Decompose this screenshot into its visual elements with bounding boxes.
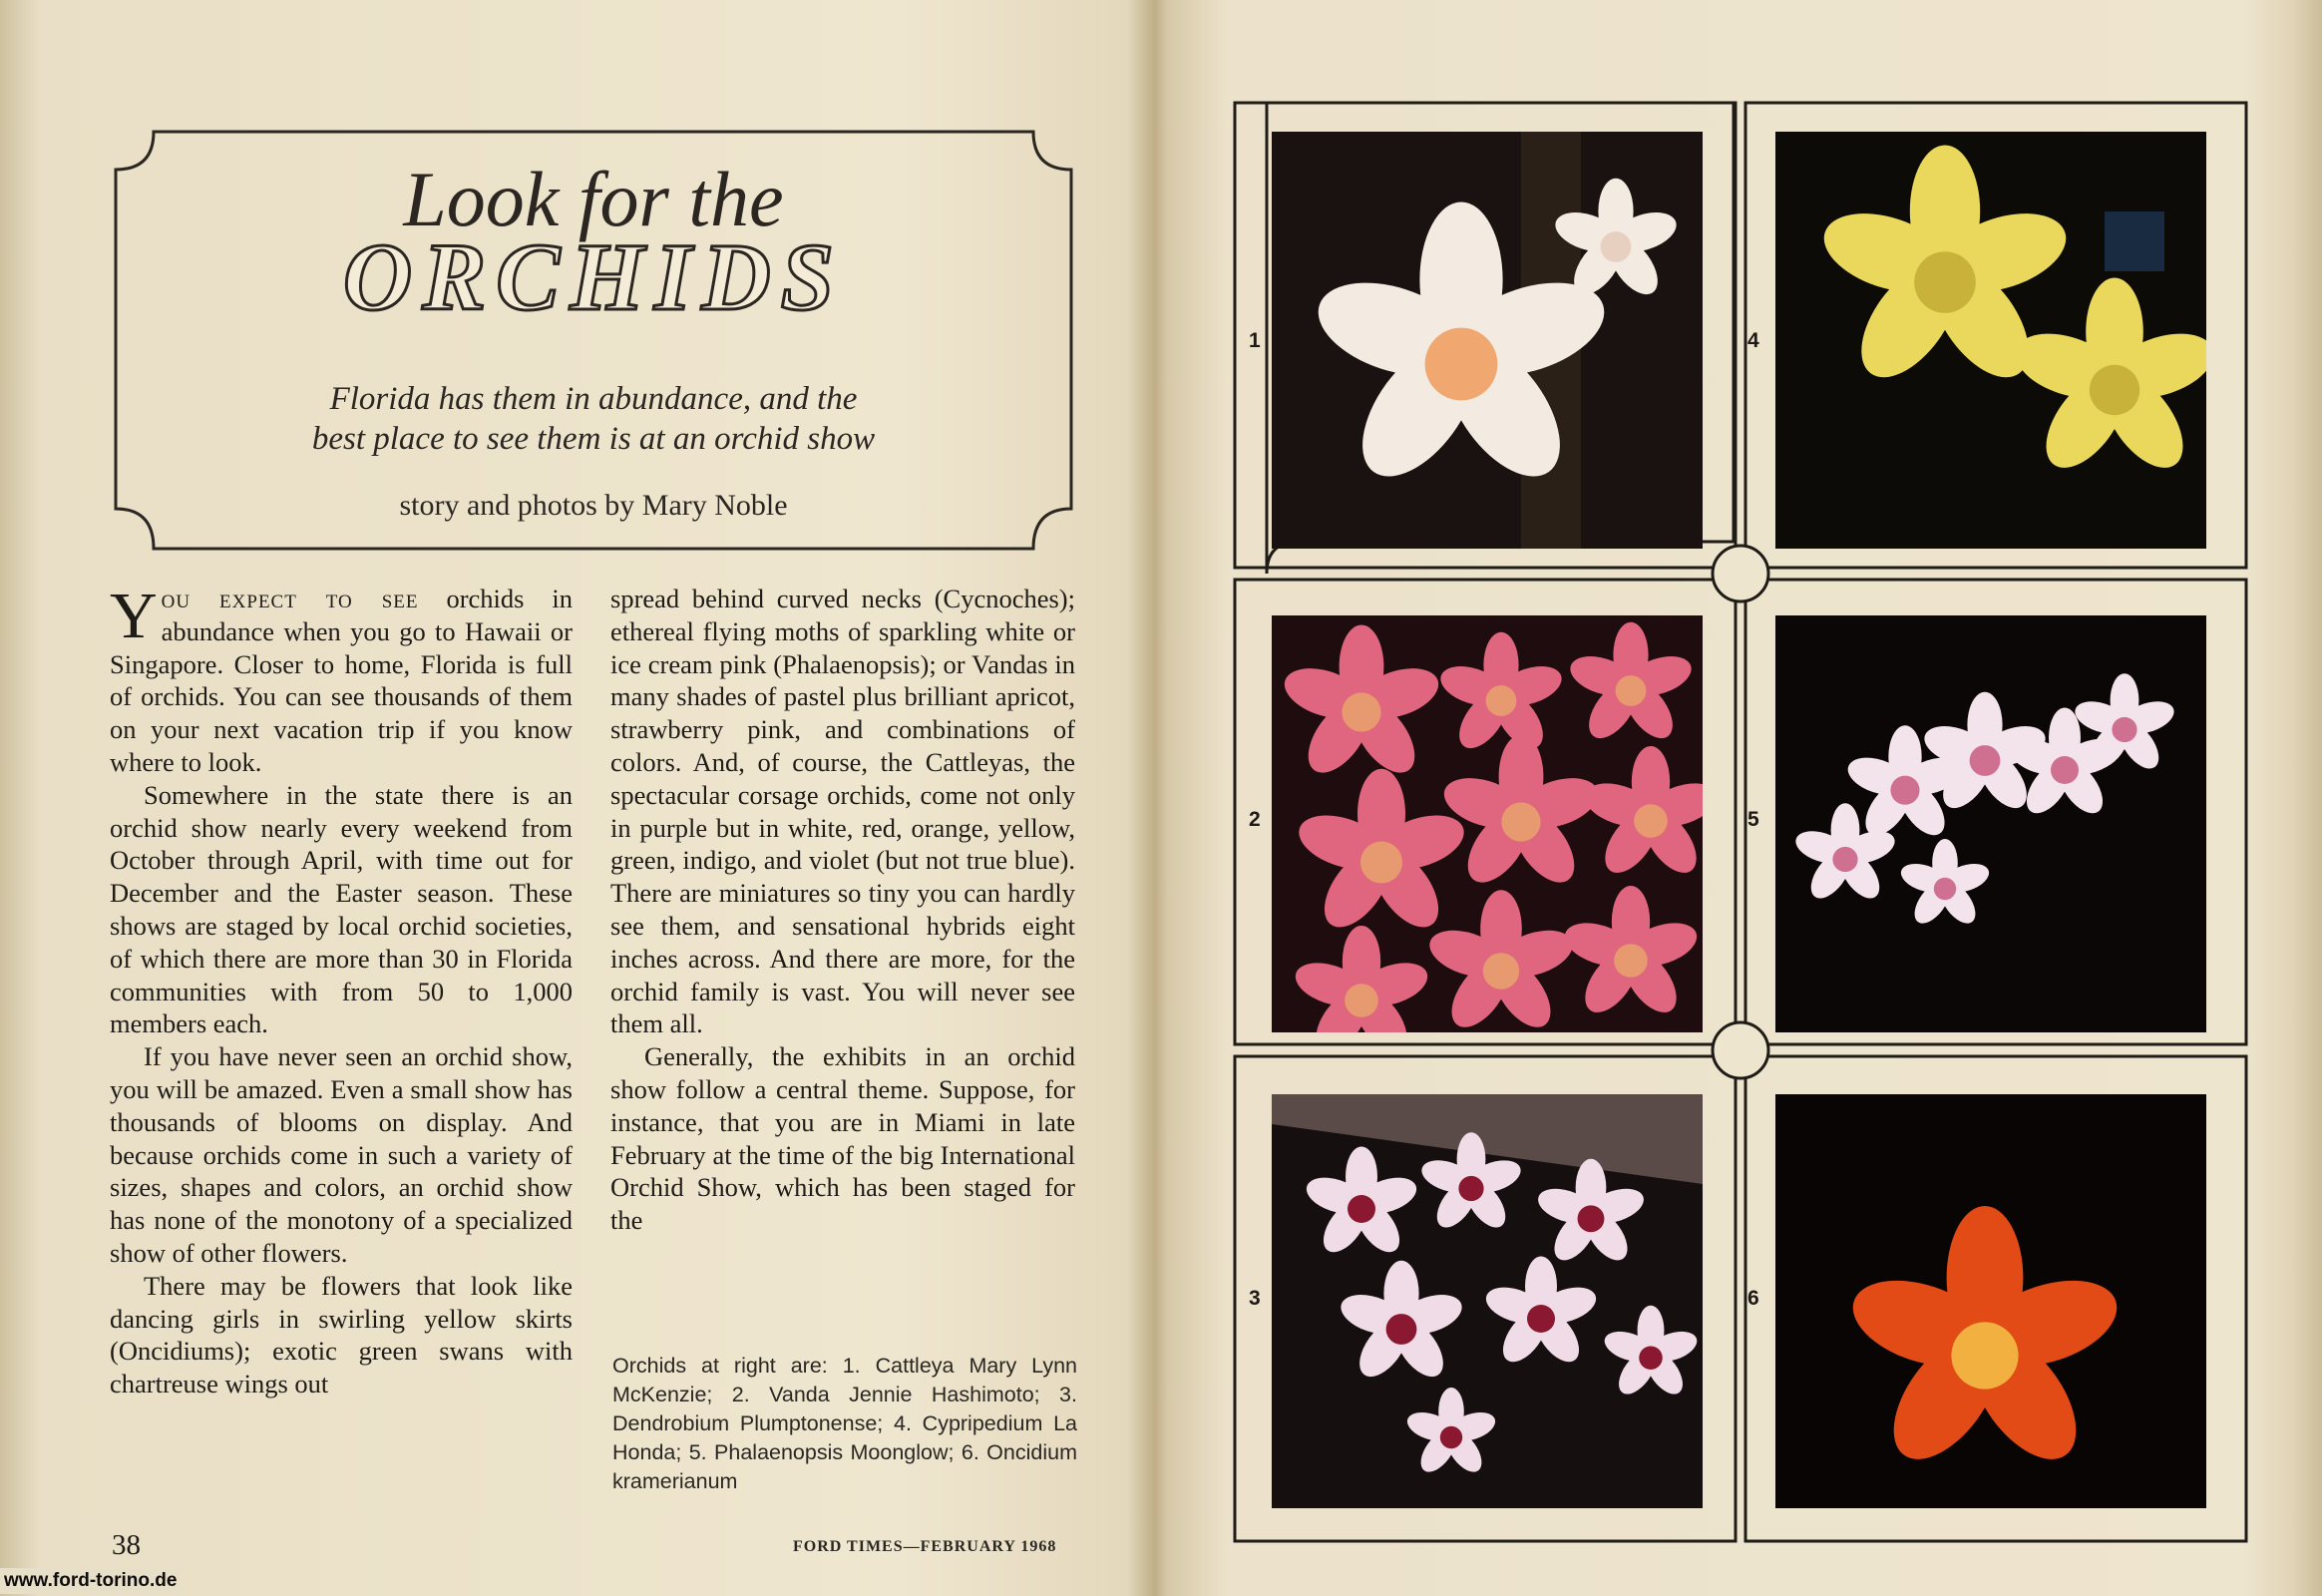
paragraph-1-text: orchids in abundance when you go to Hawaii or Singapore. Closer to home, Florida is full of orchids. You can see thousands of them on your next vacation trip if you know where to look. xyxy=(110,584,574,777)
photo-caption: Orchids at right are: 1. Cattleya Mary Lynn McKenzie; 2. Vanda Jennie Hashimoto; 3. Dendrobium Plumptonense; 4. Cypripedium La Honda; 5. Phalaenopsis Moonglow; 6. Oncidium kramerianum xyxy=(612,1354,1077,1493)
photo-number-4: 4 xyxy=(1747,329,1759,352)
lead-in: ou expect to see xyxy=(161,584,419,613)
article-column-2 xyxy=(610,583,1075,1237)
orchid-photo-5 xyxy=(1775,615,2206,1032)
paragraph-5: Generally, the exhibits in an orchid show follow a central theme. Suppose, for instance, that you are in Miami in late February at the time of the big International Orchid Show, which has been staged for the xyxy=(610,1041,1075,1236)
article-column-1 xyxy=(110,580,574,1400)
paragraph-3: If you have never seen an orchid show, you will be amazed. Even a small show has thousands of blooms on display. And because orchids come in such a variety of sizes, shapes and colors, an orchid show has none of the monotony of a specialized show of other flowers. xyxy=(110,1041,573,1268)
photo-number-3: 3 xyxy=(1249,1287,1261,1310)
subtitle xyxy=(229,379,958,459)
orchid-photo-4 xyxy=(1775,132,2206,549)
title-line-2: ORCHIDS xyxy=(342,223,845,330)
paragraph-1 xyxy=(110,580,574,779)
paragraph-2: Somewhere in the state there is an orchid show nearly every weekend from October through April, with time out for December and the Easter season. These shows are staged by local orchid societies, of which there are more than 30 in Florida communities with from 50 to 1,000 members each. xyxy=(110,779,573,1039)
orchid-photo-6 xyxy=(1775,1094,2206,1508)
orchid-photo-2 xyxy=(1272,615,1703,1032)
photo-2-bloom xyxy=(1279,622,1703,1032)
footer-issue: FORD TIMES—FEBRUARY 1968 xyxy=(793,1538,1057,1555)
orchid-photo-3 xyxy=(1272,1094,1703,1508)
byline: story and photos by Mary Noble xyxy=(399,489,788,522)
paragraph-4-part-1: There may be flowers that look like dancing girls in swirling yellow skirts (Oncidiums); exotic green swans with chartreuse wings out xyxy=(110,1270,573,1399)
subtitle-line-1: Florida has them in abundance, and the xyxy=(329,381,858,417)
page-number: 38 xyxy=(112,1529,141,1561)
orchid-photo-1 xyxy=(1272,132,1703,549)
photo-number-2: 2 xyxy=(1249,808,1261,831)
photo-number-6: 6 xyxy=(1747,1287,1759,1310)
photo-number-5: 5 xyxy=(1747,808,1759,831)
subtitle-line-2: best place to see them is at an orchid show xyxy=(311,421,876,457)
watermark: www.ford-torino.de xyxy=(0,1568,181,1594)
photo-number-1: 1 xyxy=(1249,329,1261,352)
paragraph-4-part-2: spread behind curved necks (Cycnoches); ethereal flying moths of sparkling white or ice cream pink (Phalaenopsis); or Vandas in many shades of pastel plus brilliant apricot, strawberry pink, and combinations of colors. And, of course, the Cattleyas, the spectacular corsage orchids, come not only in purple but in white, red, orange, yellow, green, indigo, and violet (but not true blue). There are miniatures so tiny you can hardly see them, and sensational hybrids eight inches across. And there are more, for the orchid family is vast. You will never see them all. xyxy=(610,584,1075,1039)
title-line-1: Look for the xyxy=(403,156,784,242)
drop-cap: Y xyxy=(110,580,158,652)
